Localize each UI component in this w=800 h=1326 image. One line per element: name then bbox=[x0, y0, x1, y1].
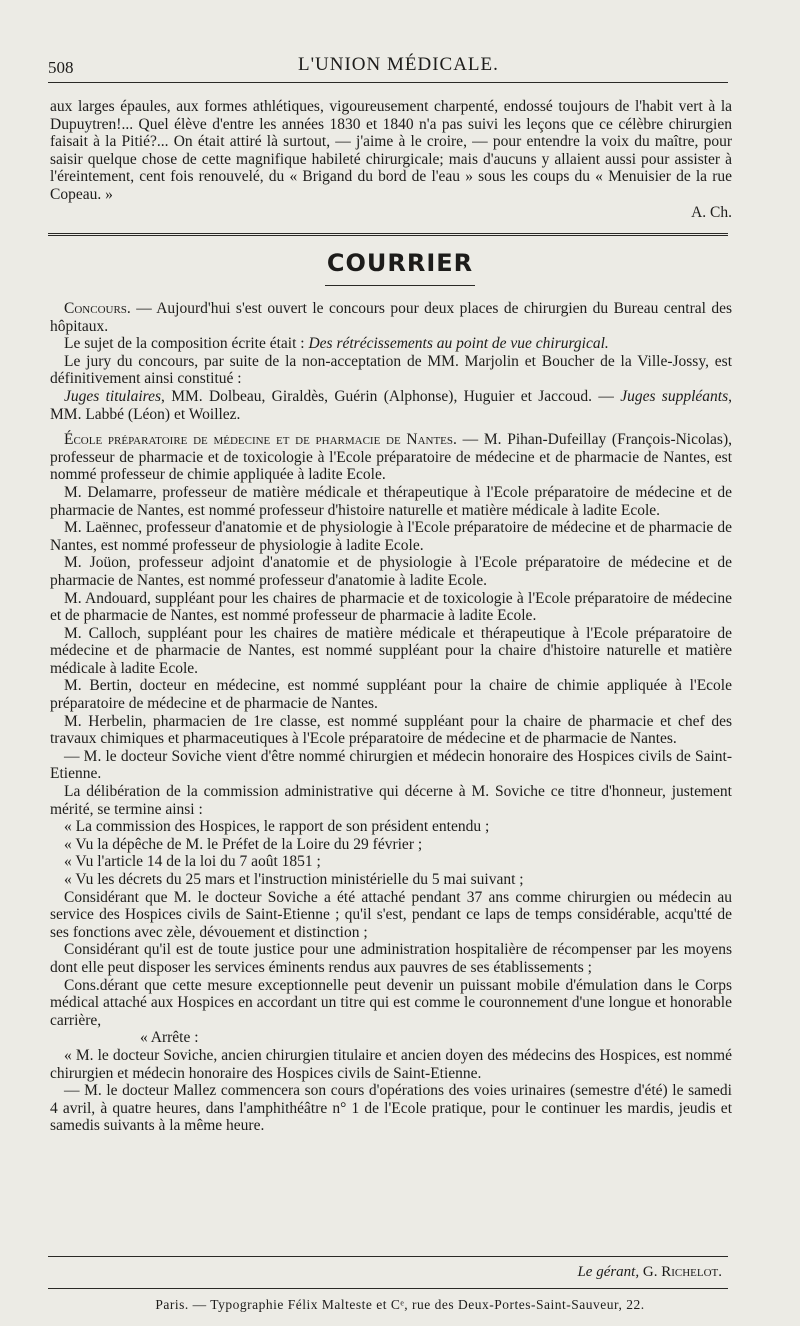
paragraph-considerant-1: Considérant que M. le docteur Soviche a été attaché pendant 37 ans comme chirurgien ou médecin au service des Hospices civils de Saint-Etienne ; qu'il s'est, pendant ce laps de temps considérable, acqu'tté de ses fonctions avec zèle, dévouement et distinction ; bbox=[50, 888, 732, 941]
section-title: COURRIER bbox=[326, 249, 474, 277]
intro-block bbox=[50, 98, 732, 221]
paragraph-sujet: Le sujet de la composition écrite était : Des rétrécissements au point de vue chirurgical. bbox=[64, 335, 609, 353]
paragraph-considerant-3: Cons.dérant que cette mesure exceptionnelle peut devenir un puissant mobile d'émulation dans le Corps médical attaché aux Hospices en accordant un titre qui est comme le couronnement d'une longue et honorable carrière, bbox=[50, 976, 732, 1029]
paragraph-ecole-nantes: École préparatoire de médecine et de pharmacie de Nantes. — M. Pihan-Dufeillay (François-Nicolas), professeur de pharmacie et de toxicologie à l'Ecole préparatoire de médecine et de pharmacie de Nantes, est nommé professeur de chimie appliquée à ladite Ecole. bbox=[50, 431, 732, 484]
paragraph-bertin: M. Bertin, docteur en médecine, est nommé suppléant pour la chaire de chimie appliquée à l'Ecole préparatoire de médecine et de pharmacie de Nantes. bbox=[50, 677, 732, 713]
running-title: L'UNION MÉDICALE. bbox=[298, 54, 499, 75]
paragraph-considerant-2: Considérant qu'il est de toute justice pour une administration hospitalière de récompenser par les moyens dont elle peut disposer les services éminents rendus aux pauvres de ses établissements ; bbox=[50, 941, 732, 976]
paragraph-mallez: — M. le docteur Mallez commencera son cours d'opérations des voies urinaires (semestre d'été) le samedi 4 avril, à quatre heures, dans l'amphithéâtre n° 1 de l'Ecole pratique, pour le continuer les mardis, jeudis et samedis suivants à la même heure. bbox=[50, 1082, 732, 1135]
header-rule bbox=[48, 82, 728, 83]
courrier-body bbox=[50, 300, 732, 1135]
intro-signature: A. Ch. bbox=[691, 203, 732, 221]
printer-imprint: Paris. — Typographie Félix Malteste et Cᵉ, rue des Deux-Portes-Saint-Sauveur, 22. bbox=[155, 1297, 645, 1312]
intro-paragraph: aux larges épaules, aux formes athlétiques, vigoureusement charpenté, endossé toujours de l'habit vert à la Dupuytren!... Quel élève d'entre les années 1830 et 1840 n'a pas suivi les leçons que ce célèbre chirurgien faisait à la Pitié?... On était attiré là surtout, — j'aime à le croire, — pour entendre la voix du maître, pour saisir quelque chose de cette magnifique habileté chirurgicale; mais d'aucuns y allaient aussi pour assister à l'éreintement, cent fois renouvelé, du « Brigand du bord de l'eau » sous les coups du « Menuisier de la rue Copeau. » bbox=[50, 98, 732, 203]
paragraph-laennec: M. Laënnec, professeur d'anatomie et de physiologie à l'Ecole préparatoire de médecine et de pharmacie de Nantes, est nommé professeur de physiologie à ladite Ecole. bbox=[50, 519, 732, 554]
paragraph-jouon: M. Joüon, professeur adjoint d'anatomie et de physiologie à l'Ecole préparatoire de médecine et de pharmacie de Nantes, est nommé professeur d'anatomie à ladite Ecole. bbox=[50, 554, 732, 589]
quote-line: « Vu l'article 14 de la loi du 7 août 1851 ; bbox=[64, 853, 321, 871]
section-double-rule bbox=[48, 233, 728, 236]
paragraph-soviche: — M. le docteur Soviche vient d'être nommé chirurgien et médecin honoraire des Hospices civils de Saint-Etienne. bbox=[50, 747, 732, 783]
gerant-signature: Le gérant, G. Richelot. bbox=[577, 1264, 722, 1280]
page-header bbox=[48, 52, 728, 80]
quote-line: « La commission des Hospices, le rapport de son président entendu ; bbox=[64, 818, 490, 836]
paragraph-calloch: M. Calloch, suppléant pour les chaires de matière médicale et thérapeutique à l'Ecole préparatoire de médecine et de pharmacie de Nantes, est nommé suppléant pour la chaire d'histoire naturelle et matière médicale à ladite Ecole. bbox=[50, 624, 732, 677]
paragraph-jury: Le jury du concours, par suite de la non-acceptation de MM. Marjolin et Boucher de la Ville-Jossy, est définitivement ainsi constitué : bbox=[50, 352, 732, 388]
paragraph-concours: Concours. — Aujourd'hui s'est ouvert le concours pour deux places de chirurgien du Bureau central des hôpitaux. bbox=[50, 300, 732, 335]
paragraph-juges: Juges titulaires, MM. Dolbeau, Giraldès, Guérin (Alphonse), Huguier et Jaccoud. — Juges suppléants, MM. Labbé (Léon) et Woillez. bbox=[50, 387, 732, 423]
page-number: 508 bbox=[48, 58, 74, 77]
paragraph-arrete: « Arrête : bbox=[140, 1029, 199, 1047]
paragraph-nomination: « M. le docteur Soviche, ancien chirurgien titulaire et ancien doyen des médecins des Hospices, est nommé chirurgien et médecin honoraire des Hospices civils de Saint-Etienne. bbox=[50, 1046, 732, 1082]
footer-rule bbox=[48, 1256, 728, 1257]
quote-line: « Vu les décrets du 25 mars et l'instruction ministérielle du 5 mai suivant ; bbox=[64, 871, 524, 888]
quote-line: « Vu la dépêche de M. le Préfet de la Loire du 29 février ; bbox=[64, 835, 423, 853]
paragraph-andouard: M. Andouard, suppléant pour les chaires de pharmacie et de toxicologie à l'Ecole préparatoire de médecine et de pharmacie de Nantes, est nommé professeur de pharmacie à ladite Ecole. bbox=[50, 589, 732, 625]
title-underline bbox=[325, 285, 475, 286]
concours-label: Concours. bbox=[64, 300, 131, 317]
paragraph-deliberation: La délibération de la commission administrative qui décerne à M. Soviche ce titre d'honneur, justement mérité, se termine ainsi : bbox=[50, 783, 732, 818]
paragraph-herbelin: M. Herbelin, pharmacien de 1re classe, est nommé suppléant pour la chaire de pharmacie et chef des travaux chimiques et pharmaceutiques à l'Ecole préparatoire de médecine et de pharmacie de Nantes. bbox=[50, 712, 732, 748]
paragraph-delamarre: M. Delamarre, professeur de matière médicale et thérapeutique à l'Ecole préparatoire de médecine et de pharmacie de Nantes, est nommé professeur d'histoire naturelle et matière médicale à ladite Ecole. bbox=[50, 483, 732, 519]
ecole-label: École préparatoire de médecine et de pharmacie de Nantes. bbox=[64, 431, 457, 449]
printer-rule bbox=[48, 1288, 728, 1289]
